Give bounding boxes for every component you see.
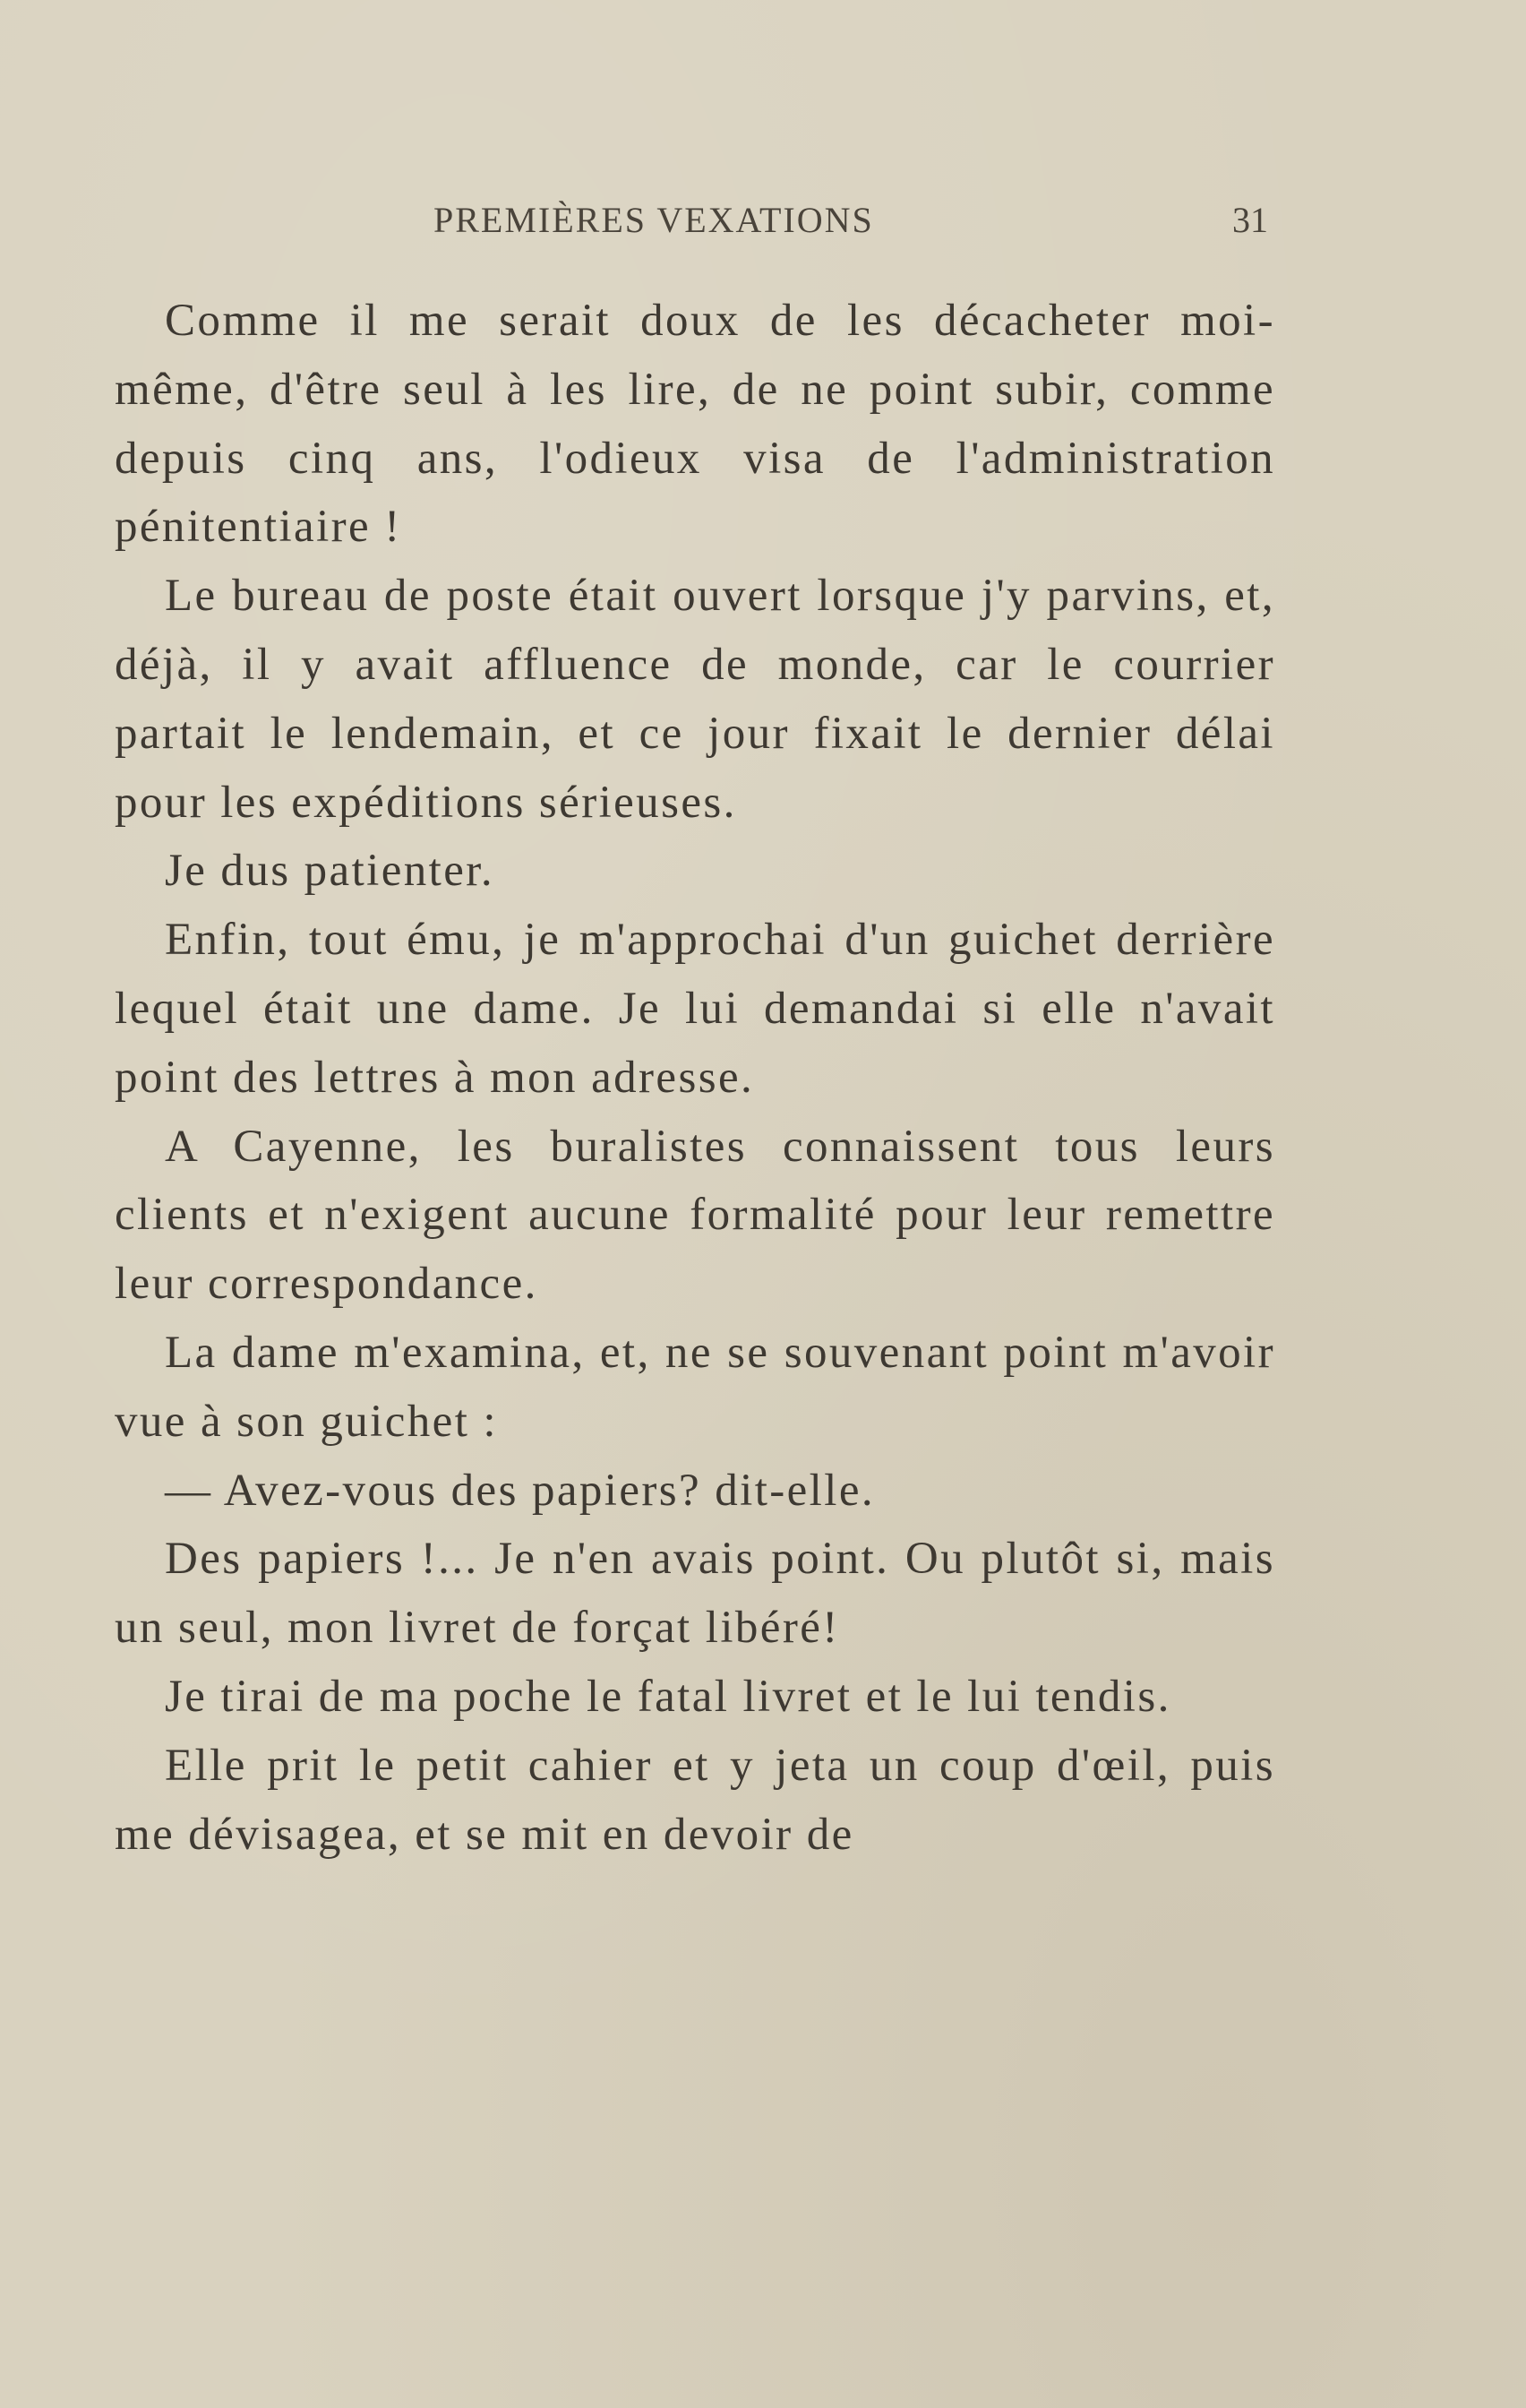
- page-number: 31: [1232, 200, 1268, 240]
- paragraph: A Cayenne, les buralistes connaissent tous leurs clients et n'exigent aucune formalité pour leur remettre leur correspondance.: [115, 1121, 1275, 1310]
- paragraph: La dame m'examina, et, ne se souvenant point m'avoir vue à son guichet :: [115, 1327, 1275, 1447]
- body-text: [115, 287, 1275, 1869]
- running-head: [0, 199, 1526, 253]
- paragraph: Elle prit le petit cahier et y jeta un coup d'œil, puis me dévisagea, et se mit en devoir de: [115, 1740, 1275, 1860]
- paragraph: Je tirai de ma poche le fatal livret et le lui tendis.: [165, 1671, 1171, 1722]
- paragraph: Enfin, tout ému, je m'approchai d'un guichet derrière lequel était une dame. Je lui demandai si elle n'avait point des lettres à mon adresse.: [115, 915, 1275, 1103]
- running-title: PREMIÈRES VEXATIONS: [433, 200, 874, 240]
- paragraph: Des papiers !... Je n'en avais point. Ou plutôt si, mais un seul, mon livret de forçat libéré!: [115, 1534, 1275, 1654]
- paragraph: Je dus patienter.: [165, 846, 494, 897]
- dialogue-line: — Avez-vous des papiers? dit-elle.: [165, 1465, 876, 1516]
- paragraph: Le bureau de poste était ouvert lorsque j'y parvins, et, déjà, il y avait affluence de monde, car le courrier partait le lendemain, et ce jour fixait le dernier délai pour les expéditions sérieuses.: [115, 571, 1275, 828]
- paragraph: Comme il me serait doux de les décacheter moi-même, d'être seul à les lire, de ne point subir, comme depuis cinq ans, l'odieux visa de l'administration pénitentiaire !: [115, 296, 1275, 553]
